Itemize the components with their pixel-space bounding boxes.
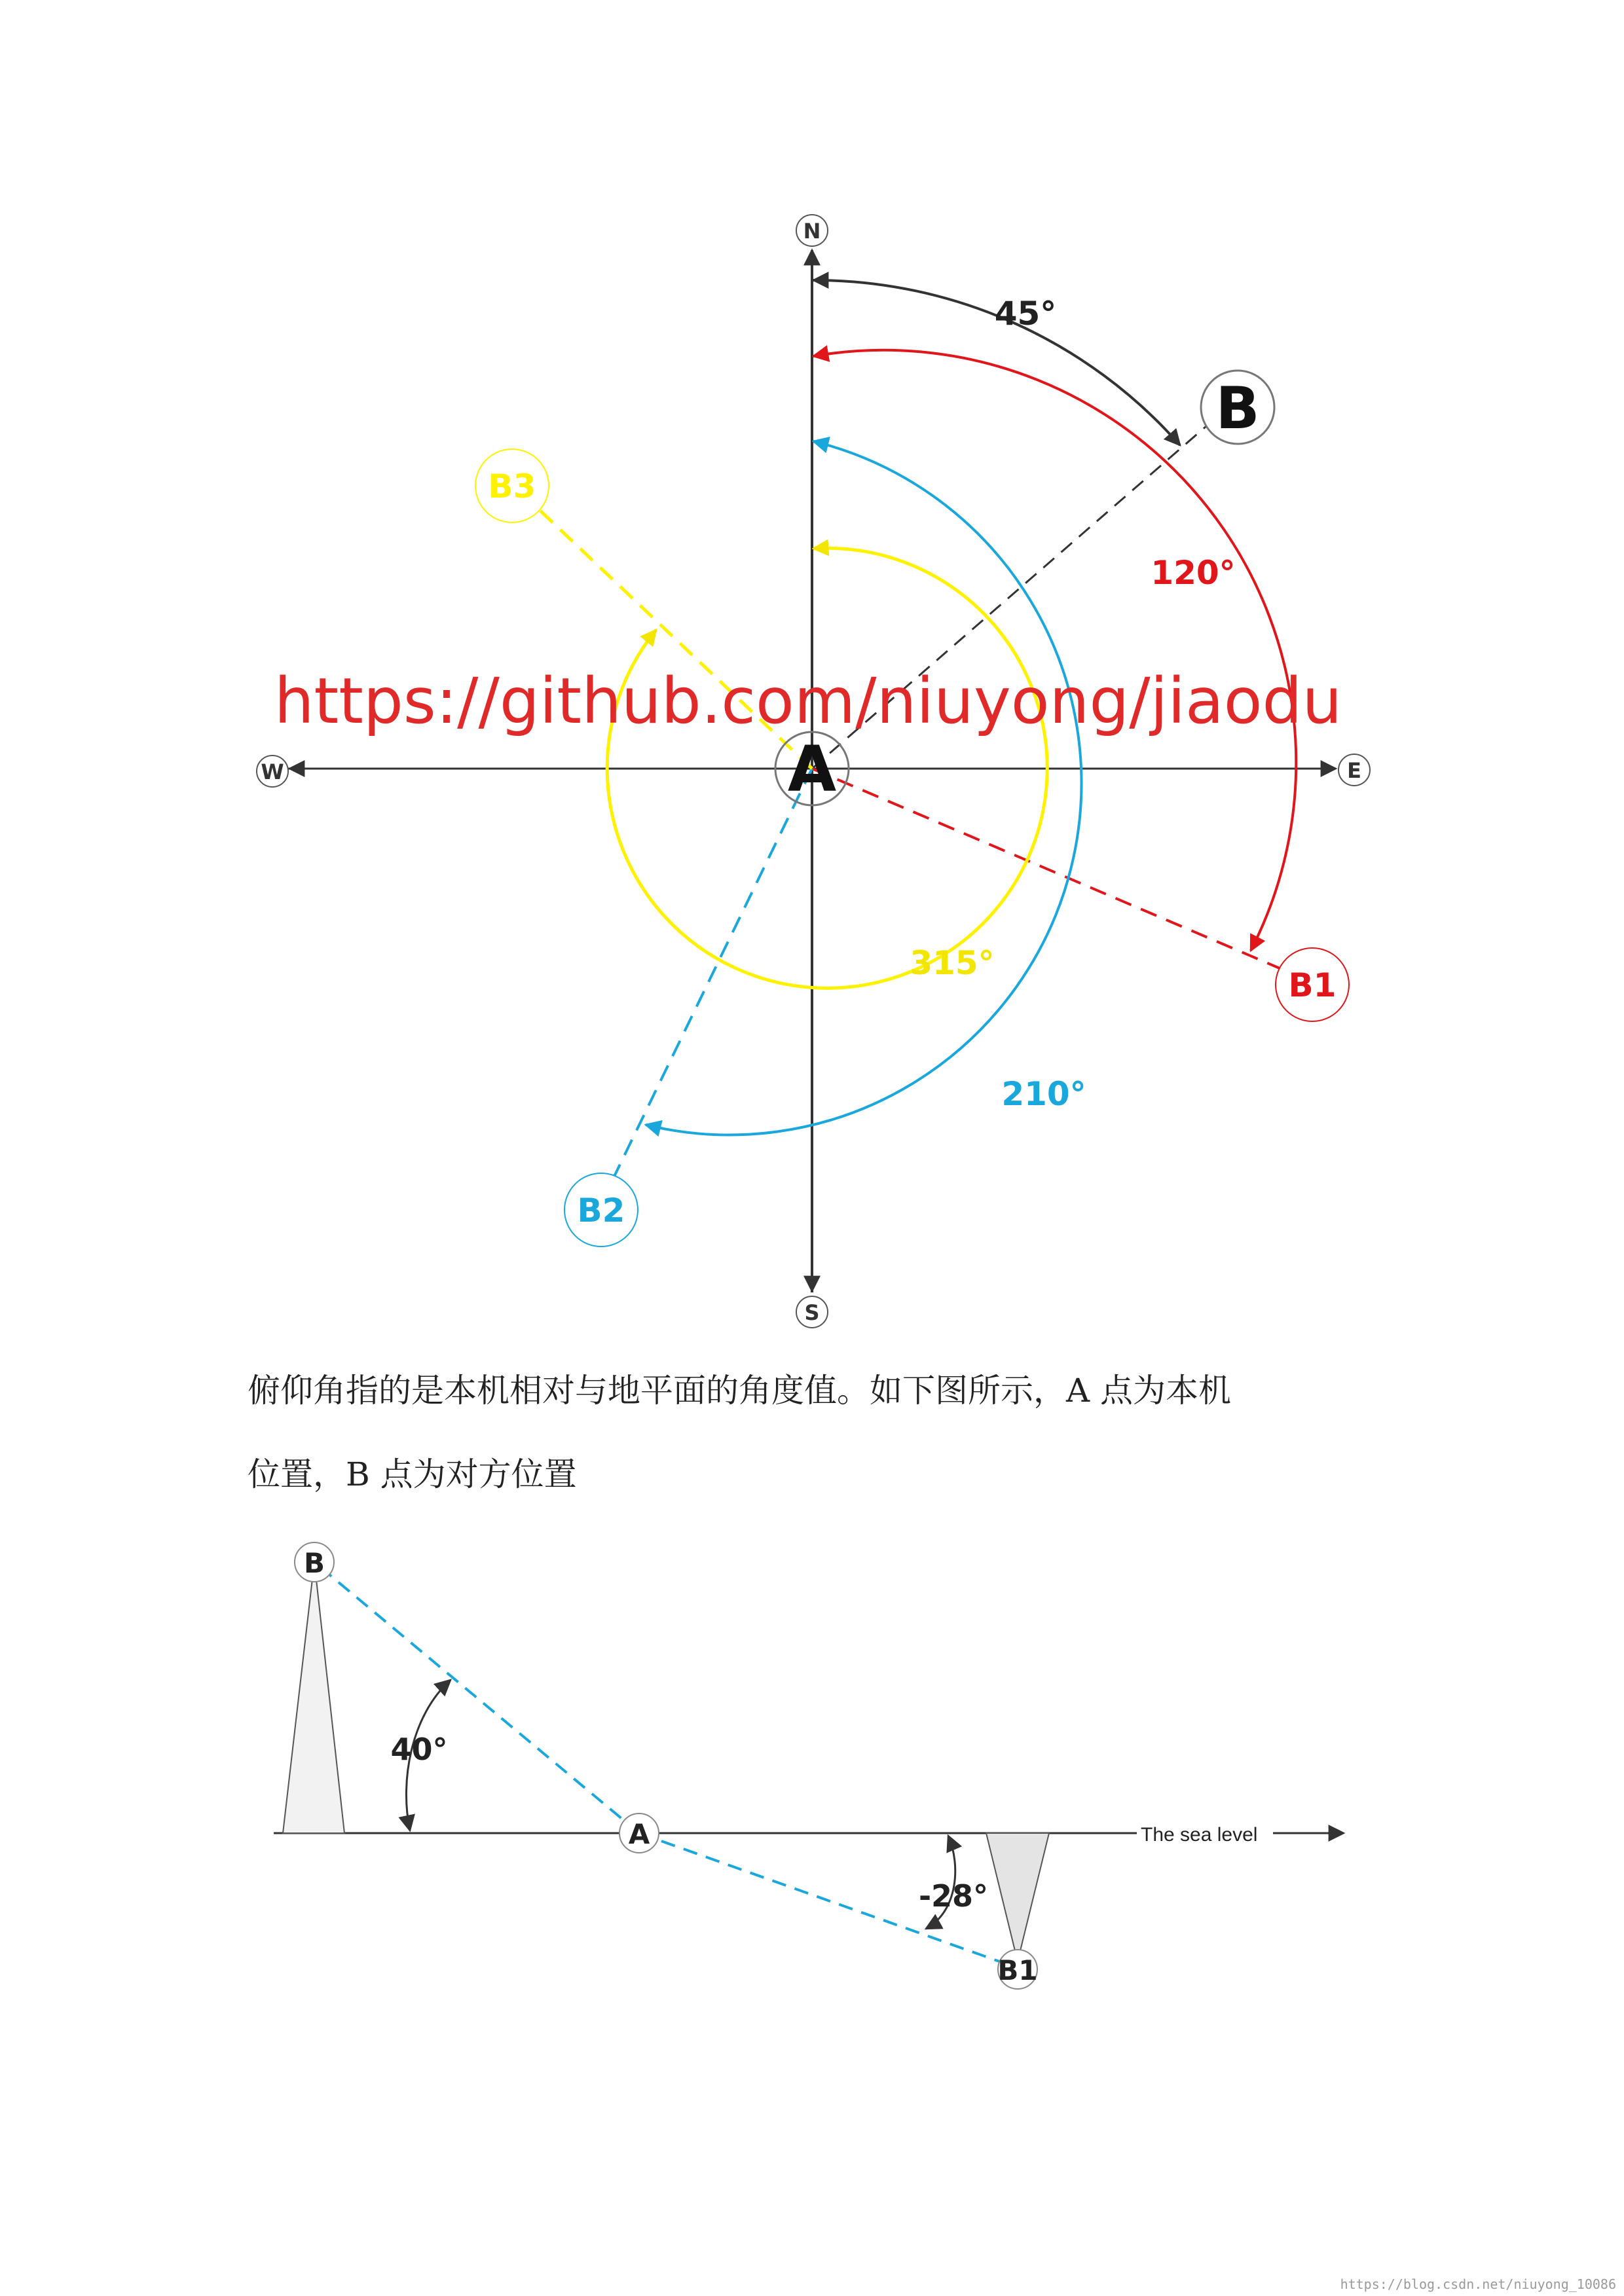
svg-text:E: E <box>1347 758 1361 783</box>
elevation-point-b <box>295 1542 334 1582</box>
east-marker <box>1338 754 1370 786</box>
angle-label-45: 45° <box>994 295 1057 333</box>
point-b1 <box>1276 948 1349 1021</box>
svg-text:N: N <box>803 219 821 244</box>
south-marker <box>796 1296 828 1328</box>
github-url-overlay: https://github.com/niuyong/jiaodu <box>274 665 1342 738</box>
arc-210 <box>646 441 1081 1135</box>
valley <box>986 1833 1049 1961</box>
point-b2 <box>564 1173 638 1247</box>
svg-text:B1: B1 <box>1288 966 1337 1004</box>
svg-text:B2: B2 <box>577 1192 625 1230</box>
angle-label-40: 40° <box>390 1732 448 1767</box>
blog-watermark: https://blog.csdn.net/niuyong_10086 <box>1340 2276 1616 2292</box>
west-marker <box>257 756 288 787</box>
description-line-2: 位置，B 点为对方位置 <box>248 1455 577 1493</box>
svg-text:S: S <box>804 1300 820 1325</box>
svg-text:B1: B1 <box>997 1954 1038 1986</box>
elevation-diagram <box>274 1542 1344 1989</box>
elevation-point-b1 <box>997 1950 1037 1989</box>
point-b <box>1201 371 1274 444</box>
svg-text:A: A <box>628 1818 650 1850</box>
angle-label-315: 315° <box>910 944 995 982</box>
description-line-1: 俯仰角指的是本机相对与地平面的角度值。如下图所示，A 点为本机 <box>248 1372 1232 1410</box>
svg-text:W: W <box>261 759 284 784</box>
line-a-to-peak <box>314 1562 639 1833</box>
angle-label-minus-28: -28° <box>918 1878 989 1914</box>
elevation-point-a <box>619 1813 659 1853</box>
sea-level-label: The sea level <box>1141 1824 1258 1846</box>
svg-text:A: A <box>787 733 837 806</box>
angle-label-210: 210° <box>1001 1075 1086 1113</box>
svg-text:B: B <box>1215 374 1260 442</box>
svg-text:B: B <box>303 1547 325 1579</box>
angle-label-120: 120° <box>1151 554 1236 592</box>
line-a-to-b1 <box>812 769 1306 979</box>
svg-text:B3: B3 <box>488 467 536 505</box>
point-b3 <box>475 449 549 522</box>
mountain-peak <box>283 1562 344 1833</box>
description-paragraph <box>248 1349 1400 1516</box>
north-marker <box>796 215 828 246</box>
compass-diagram <box>257 215 1370 1328</box>
line-a-to-b2 <box>601 769 812 1203</box>
